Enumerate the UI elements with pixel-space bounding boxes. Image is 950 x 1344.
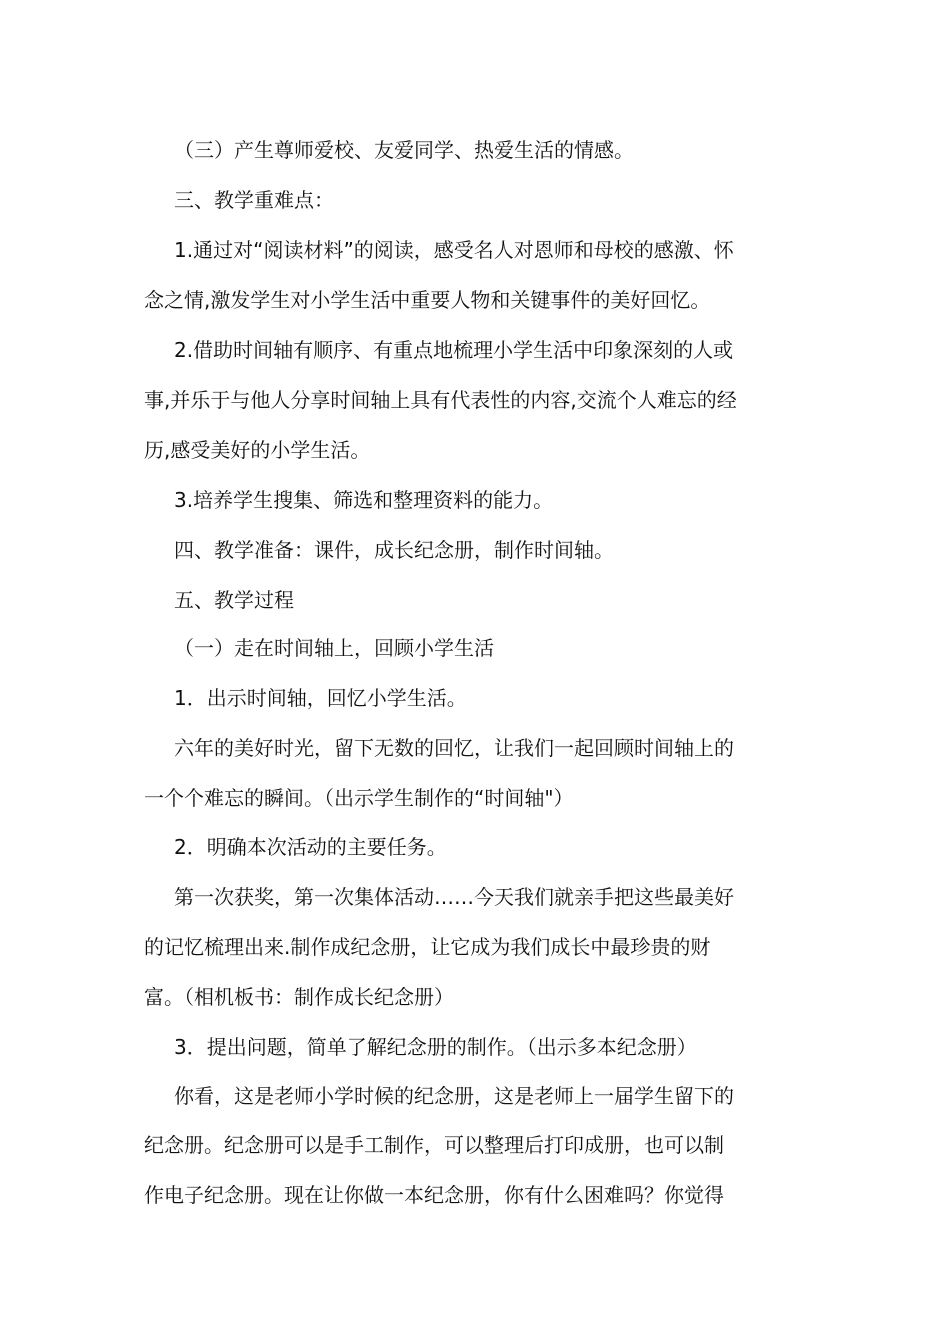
text-line: 1.通过对“阅读材料”的阅读，感受名人对恩师和母校的感激、怀	[174, 238, 734, 262]
text-line: （三）产生尊师爱校、友爱同学、热爱生活的情感。	[174, 138, 634, 162]
text-line: 四、教学准备：课件，成长纪念册，制作时间轴。	[174, 538, 614, 562]
text-line: 的记忆梳理出来.制作成纪念册，让它成为我们成长中最珍贵的财	[144, 935, 711, 959]
text-line: 2.借助时间轴有顺序、有重点地梳理小学生活中印象深刻的人或	[174, 338, 734, 362]
text-line: 一个个难忘的瞬间。（出示学生制作的“时间轴"）	[144, 786, 574, 810]
text-line: 第一次获奖，第一次集体活动……今天我们就亲手把这些最美好	[174, 885, 734, 909]
text-line: 3.培养学生搜集、筛选和整理资料的能力。	[174, 488, 554, 512]
text-line: 2．明确本次活动的主要任务。	[174, 835, 447, 859]
text-line: 六年的美好时光，留下无数的回忆，让我们一起回顾时间轴上的	[174, 736, 734, 760]
text-line: （一）走在时间轴上，回顾小学生活	[174, 636, 494, 660]
text-line: 1．出示时间轴，回忆小学生活。	[174, 686, 467, 710]
text-line: 历,感受美好的小学生活。	[144, 438, 371, 462]
text-line: 你看，这是老师小学时候的纪念册，这是老师上一届学生留下的	[174, 1084, 734, 1108]
text-line: 三、教学重难点：	[174, 188, 334, 212]
text-line: 3．提出问题，简单了解纪念册的制作。（出示多本纪念册）	[174, 1035, 697, 1059]
text-line: 作电子纪念册。现在让你做一本纪念册，你有什么困难吗？你觉得	[144, 1183, 724, 1207]
text-line: 纪念册。纪念册可以是手工制作，可以整理后打印成册，也可以制	[144, 1133, 724, 1157]
text-line: 富。（相机板书：制作成长纪念册）	[144, 985, 454, 1009]
text-line: 事,并乐于与他人分享时间轴上具有代表性的内容,交流个人难忘的经	[144, 388, 737, 412]
text-line: 五、教学过程	[174, 588, 294, 612]
text-line: 念之情,激发学生对小学生活中重要人物和关键事件的美好回忆。	[144, 288, 711, 312]
